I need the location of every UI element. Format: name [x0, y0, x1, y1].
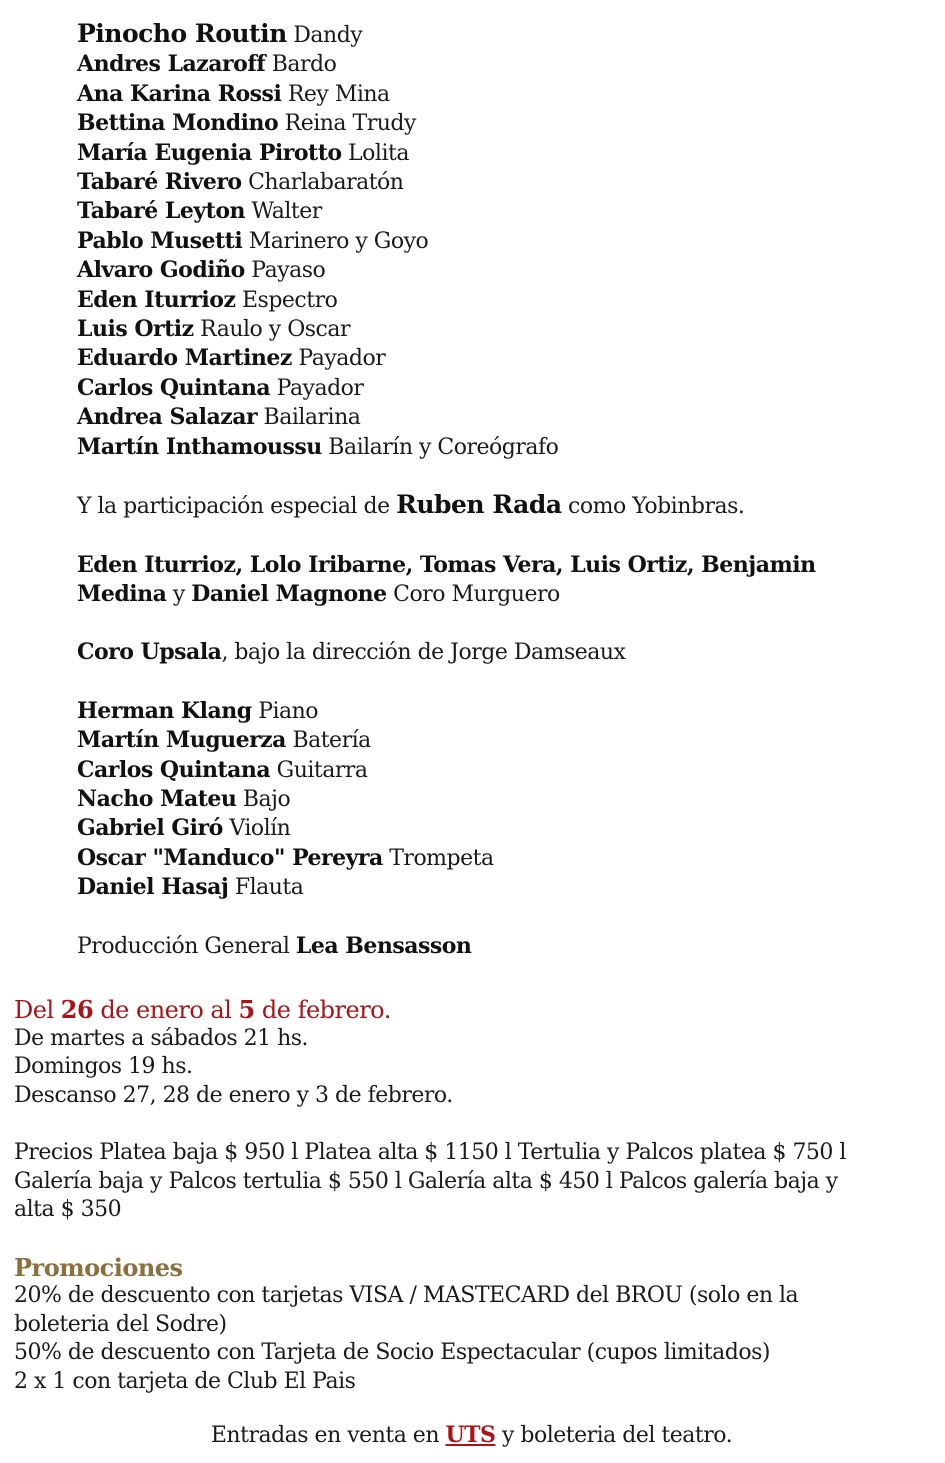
promotion-line: 50% de descuento con Tarjeta de Socio Espectacular (cupos limitados) — [14, 1340, 770, 1365]
coro-murguero-line2: Medina y Daniel Magnone Coro Murguero — [77, 580, 560, 607]
person-name: Nacho Mateu — [77, 785, 237, 812]
schedule-line: Domingos 19 hs. — [14, 1054, 193, 1079]
cast-row — [77, 403, 927, 432]
person-role: Trompeta — [389, 845, 494, 871]
person-name: Gabriel Giró — [77, 815, 223, 842]
person-role: Violín — [229, 816, 291, 842]
person-name: Pablo Musetti — [77, 227, 243, 254]
person-role: Payador — [276, 375, 364, 401]
coro-upsala: Coro Upsala, bajo la dirección de Jorge Damseaux — [77, 639, 626, 666]
production-credit: Producción General Lea Bensasson — [77, 932, 472, 959]
person-role: Lolita — [348, 140, 409, 166]
prices-line: Galería baja y Palcos tertulia $ 550 l Galería alta $ 450 l Palcos galería baja y — [14, 1168, 838, 1194]
cast-row — [77, 227, 927, 256]
cast-row — [77, 286, 927, 315]
person-name: Eduardo Martinez — [77, 345, 292, 372]
promotion-line: 20% de descuento con tarjetas VISA / MASTECARD del BROU (solo en la — [14, 1283, 799, 1308]
person-name: Carlos Quintana — [77, 374, 271, 401]
person-name: Andrea Salazar — [77, 404, 258, 431]
cast-row — [77, 109, 927, 138]
person-role: Charlabaratón — [248, 170, 404, 196]
person-role: Payador — [298, 346, 386, 372]
person-name: Martín Inthamoussu — [77, 433, 322, 460]
person-role: Reina Trudy — [284, 111, 416, 137]
credits-section — [77, 20, 927, 961]
special-participation: Y la participación especial de Ruben Rada como Yobinbras. — [77, 490, 745, 520]
schedule-line: Descanso 27, 28 de enero y 3 de febrero. — [14, 1082, 453, 1108]
musician-row — [77, 873, 927, 902]
person-role: Flauta — [234, 875, 304, 901]
musician-row — [77, 726, 927, 755]
cast-row — [77, 315, 927, 344]
person-role: Rey Mina — [287, 81, 390, 107]
person-role: Payaso — [251, 258, 326, 284]
person-name: Luis Ortiz — [77, 316, 194, 343]
person-name: Eden Iturrioz — [77, 286, 236, 313]
person-name: Alvaro Godiño — [77, 257, 245, 284]
person-name: Carlos Quintana — [77, 756, 271, 783]
person-role: Guitarra — [276, 757, 368, 783]
musician-row — [77, 756, 927, 785]
cast-list — [77, 20, 927, 462]
person-name: Tabaré Leyton — [77, 198, 245, 225]
person-name: Daniel Hasaj — [77, 874, 229, 901]
person-role: Bajo — [242, 786, 291, 812]
person-role: Walter — [251, 199, 322, 225]
musician-list — [77, 697, 927, 903]
person-name: Oscar "Manduco" Pereyra — [77, 844, 383, 871]
person-role: Bailarín y Coreógrafo — [328, 434, 559, 460]
person-name: Andres Lazaroff — [77, 51, 266, 78]
cast-row — [77, 168, 927, 197]
person-name: Pinocho Routin — [77, 19, 287, 48]
special-guest-name: Ruben Rada — [396, 490, 562, 520]
musician-row — [77, 844, 927, 873]
cast-row — [77, 433, 927, 462]
person-role: Piano — [258, 698, 319, 724]
cast-row — [77, 374, 927, 403]
person-name: Tabaré Rivero — [77, 169, 242, 196]
person-role: Dandy — [293, 23, 363, 48]
tickets-line: Entradas en venta en UTS y boleteria del teatro. — [210, 1422, 733, 1448]
person-role: Marinero y Goyo — [248, 228, 429, 254]
person-role: Bailarina — [263, 405, 361, 431]
cast-row — [77, 20, 927, 50]
cast-row — [77, 197, 927, 226]
cast-row — [77, 50, 927, 79]
cast-row — [77, 139, 927, 168]
event-info-section — [14, 996, 874, 1451]
person-role: Batería — [292, 728, 371, 754]
person-role: Raulo y Oscar — [200, 317, 350, 343]
person-name: Martín Muguerza — [77, 727, 286, 754]
dates-heading: Del 26 de enero al 5 de febrero. — [14, 995, 391, 1024]
coro-murguero-line1: Eden Iturrioz, Lolo Iribarne, Tomas Vera, Luis Ortiz, Benjamin — [77, 551, 816, 578]
prices-line: alta $ 350 — [14, 1197, 122, 1222]
schedule-line: De martes a sábados 21 hs. — [14, 1025, 309, 1051]
person-name: Ana Karina Rossi — [77, 80, 282, 107]
person-role: Espectro — [241, 287, 338, 313]
musician-row — [77, 697, 927, 726]
prices-line: Precios Platea baja $ 950 l Platea alta $ 1150 l Tertulia y Palcos platea $ 750 l — [14, 1140, 846, 1165]
person-role: Bardo — [271, 52, 337, 78]
cast-row — [77, 344, 927, 373]
person-name: Herman Klang — [77, 697, 252, 724]
cast-row — [77, 80, 927, 109]
musician-row — [77, 785, 927, 814]
cast-row — [77, 256, 927, 285]
promotions-title: Promociones — [14, 1252, 183, 1282]
promotion-line: boleteria del Sodre) — [14, 1311, 227, 1337]
person-name: María Eugenia Pirotto — [77, 139, 342, 166]
promotion-line: 2 x 1 con tarjeta de Club El Pais — [14, 1368, 356, 1394]
person-name: Bettina Mondino — [77, 110, 279, 137]
musician-row — [77, 814, 927, 843]
uts-link[interactable]: UTS — [445, 1422, 496, 1448]
